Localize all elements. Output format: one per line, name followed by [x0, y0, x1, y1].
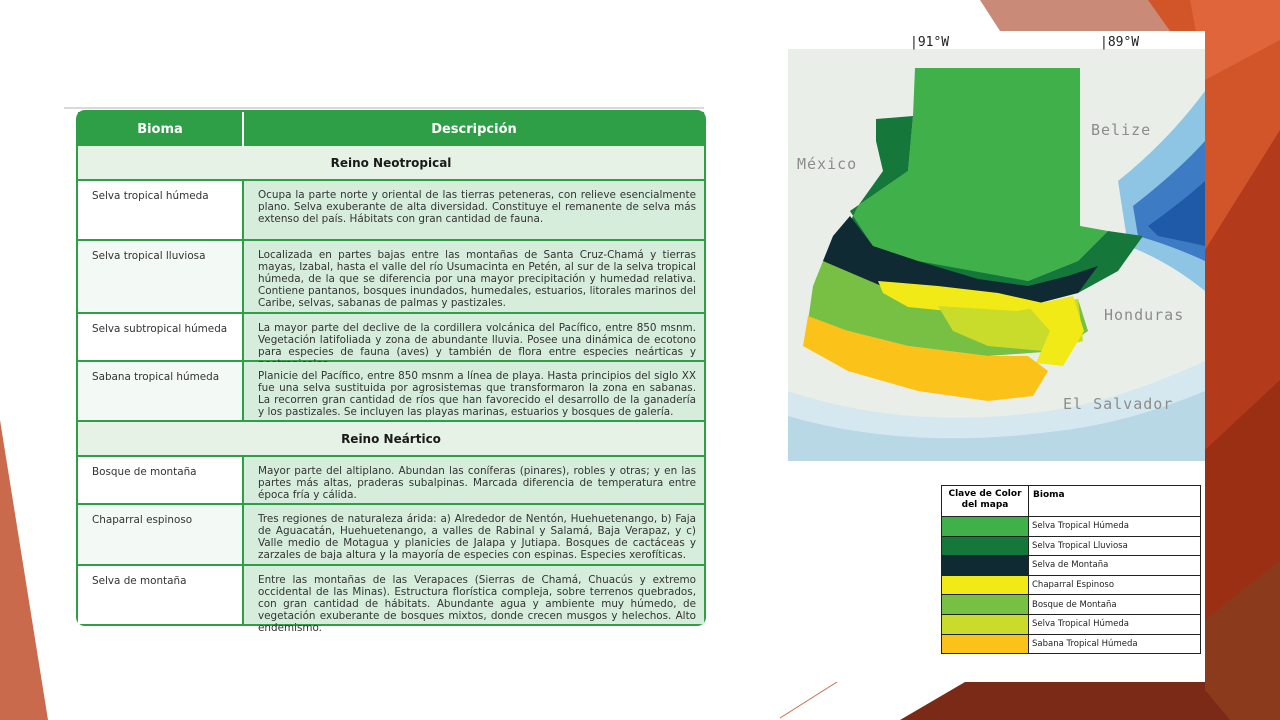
row-bioma: Chaparral espinoso — [78, 505, 244, 564]
legend-header — [942, 486, 1200, 517]
row-descripcion: Entre las montañas de las Verapaces (Sierras de Chamá, Chuacús y extremo occidental de las Minas). Estructura florística compleja, sobre terrenos quebrados, con gran cantidad de hábitats. Abundante agua y ambiente muy húmedo, de vegetación exuberante de bosques mixtos, donde crecen musgos y helechos. Alto endemismo. — [244, 566, 704, 624]
legend-label: Selva Tropical Húmeda — [1032, 619, 1129, 630]
table-row — [78, 566, 704, 634]
country-label-el-salvador: El Salvador — [1063, 395, 1174, 413]
legend-row — [942, 635, 1200, 654]
table-row — [78, 457, 704, 505]
legend-swatch — [942, 635, 1029, 654]
row-bioma: Selva tropical lluviosa — [78, 241, 244, 312]
legend-header-bioma: Bioma — [1033, 490, 1065, 500]
legend-label: Bosque de Montaña — [1032, 599, 1117, 610]
row-bioma: Bosque de montaña — [78, 457, 244, 503]
biome-table — [76, 110, 706, 634]
table-row — [78, 505, 704, 566]
legend-label: Selva Tropical Lluviosa — [1032, 540, 1128, 551]
map-legend — [941, 485, 1201, 654]
section-title: Reino Neotropical — [78, 146, 704, 181]
row-bioma: Sabana tropical húmeda — [78, 362, 244, 420]
header-descripcion: Descripción — [431, 121, 517, 137]
longitude-label: |91°W — [910, 35, 950, 50]
table-row — [78, 241, 704, 314]
longitude-label: |89°W — [1100, 35, 1140, 50]
legend-swatch — [942, 576, 1029, 595]
legend-swatch — [942, 537, 1029, 556]
row-bioma: Selva de montaña — [78, 566, 244, 624]
legend-row — [942, 576, 1200, 596]
legend-swatch — [942, 517, 1029, 536]
table-row — [78, 314, 704, 362]
header-bioma: Bioma — [78, 112, 244, 146]
section-title: Reino Neártico — [78, 422, 704, 457]
legend-swatch — [942, 556, 1029, 575]
country-label-honduras: Honduras — [1104, 306, 1185, 324]
legend-row — [942, 595, 1200, 615]
legend-label: Selva de Montaña — [1032, 560, 1109, 571]
legend-swatch — [942, 595, 1029, 614]
row-descripcion: Tres regiones de naturaleza árida: a) Alrededor de Nentón, Huehuetenango, b) Faja de Aguacatán, Huehuetenango, a valles de Rabinal y Salamá, Baja Verapaz, y c) Valle medio de Motagua y planicies de Jalapa y Jutiapa. Bosques de cactáceas y zarzales de baja altura y la mayoría de especies con espinas. Especies xerofíticas. — [244, 505, 704, 564]
row-descripcion: Localizada en partes bajas entre las montañas de Santa Cruz-Chamá y tierras mayas, Izabal, hasta el valle del río Usumacinta en Petén, al sur de la selva tropical húmeda, de la que se diferencia por una mayor precipitación y humedad relativa. Contiene pantanos, bosques inundados, humedales, estuarios, litorales marinos del Caribe, selvas, sabanas de palmas y pastizales. — [244, 241, 704, 312]
legend-label: Sabana Tropical Húmeda — [1032, 638, 1138, 649]
row-bioma: Selva tropical húmeda — [78, 181, 244, 239]
table-row — [78, 362, 704, 422]
legend-row — [942, 556, 1200, 576]
country-label-mexico: México — [797, 155, 858, 173]
legend-swatch — [942, 615, 1029, 634]
country-label-belize: Belize — [1091, 121, 1152, 139]
legend-row — [942, 537, 1200, 557]
row-descripcion: La mayor parte del declive de la cordillera volcánica del Pacífico, entre 850 msnm. Vegetación latifoliada y zona de abundante lluvia. Posee una dinámica de ecotono para especies de fauna (aves) y también de flora entre especies neárticas y — [244, 314, 704, 360]
legend-row — [942, 615, 1200, 635]
legend-label: Chaparral Espinoso — [1032, 580, 1115, 591]
row-descripcion: Mayor parte del altiplano. Abundan las coníferas (pinares), robles y otras; y en las partes más altas, praderas subalpinas. Marcada diferencia de temperatura entre época fría y cálida. — [244, 457, 704, 503]
legend-label: Selva Tropical Húmeda — [1032, 521, 1129, 532]
legend-row — [942, 517, 1200, 537]
table-top-divider — [64, 107, 704, 109]
table-header — [78, 112, 704, 146]
row-descripcion: Ocupa la parte norte y oriental de las tierras peteneras, con relieve esencialmente plano. Selva exuberante de alta diversidad. Constituye el remanente de selva más extenso del país. Hábitats con gran cantidad de fauna. — [244, 181, 704, 239]
table-row — [78, 181, 704, 241]
legend-header-key: Clave de Color del mapa — [942, 486, 1029, 516]
row-descripcion: Planicie del Pacífico, entre 850 msnm a línea de playa. Hasta principios del siglo XX fue una selva sustituida por agrosistemas que transformaron la zona en sabanas. La recorren gran cantidad de ríos que han favorecido el desarrollo de la ganadería y los pastizales. Se incluyen las playas marinas, estuarios y bosques de galería. — [244, 362, 704, 420]
row-bioma: Selva subtropical húmeda — [78, 314, 244, 360]
